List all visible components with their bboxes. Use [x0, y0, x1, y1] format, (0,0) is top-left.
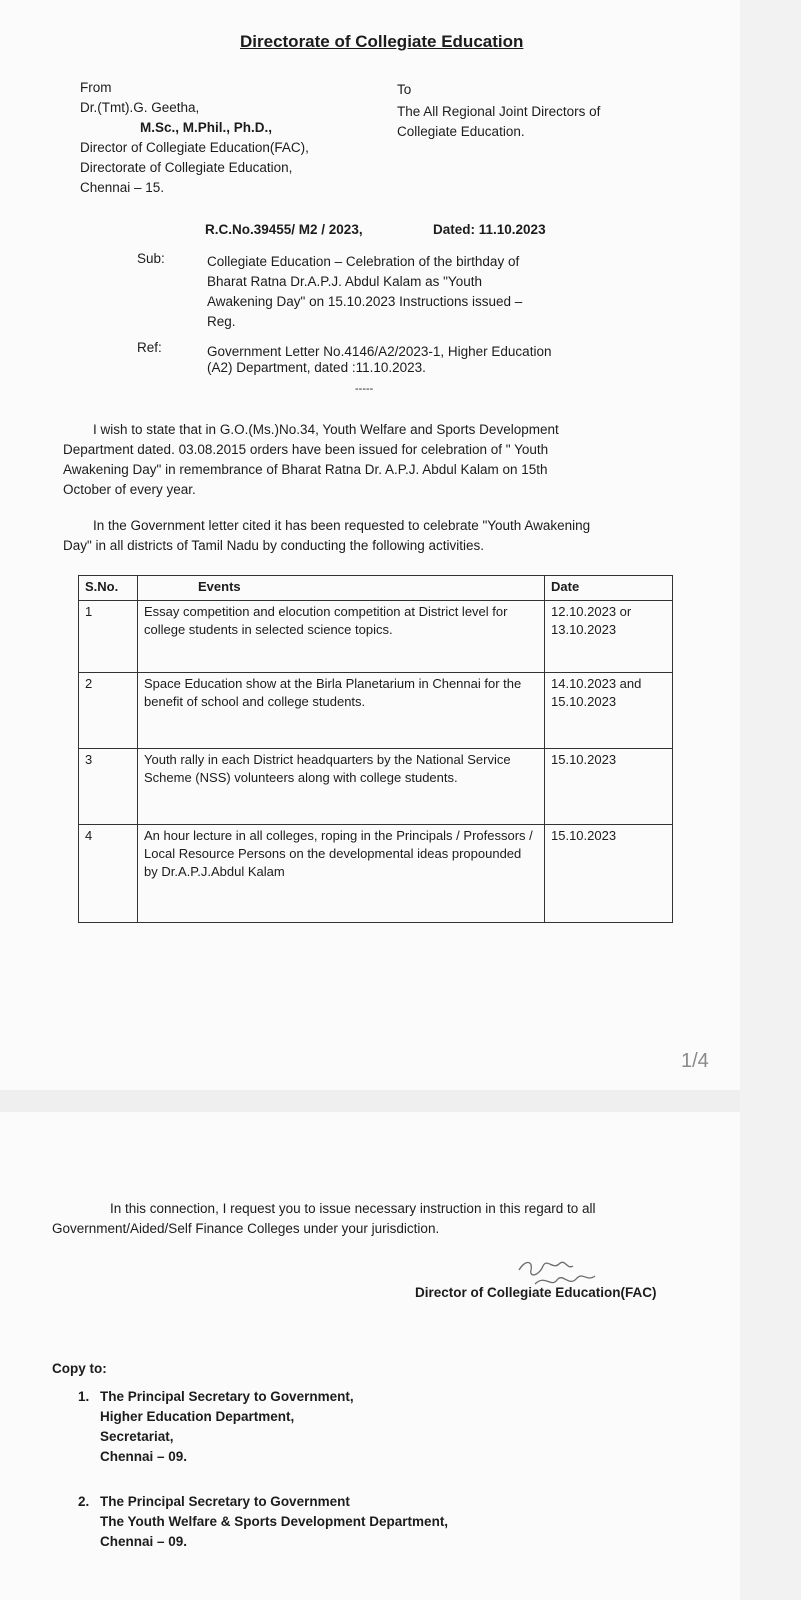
subject-line: Collegiate Education – Celebration of the birthday of	[207, 254, 520, 269]
table-row	[79, 601, 673, 673]
paragraph-line: Day" in all districts of Tamil Nadu by conducting the following activities.	[63, 538, 484, 553]
from-line: Dr.(Tmt).G. Geetha,	[80, 100, 200, 115]
event-cell: Essay competition and elocution competition at District level for college students in selected science topics.	[138, 601, 545, 673]
to-line: The All Regional Joint Directors of	[397, 104, 601, 119]
reference-line: (A2) Department, dated :11.10.2023.	[207, 360, 426, 375]
event-cell: An hour lecture in all colleges, roping in the Principals / Professors / Local Resource Persons on the developmental ideas propounded by Dr.A.P.J.Abdul Kalam	[138, 825, 545, 923]
separator: -----	[355, 383, 374, 395]
reference-line: Government Letter No.4146/A2/2023-1, Higher Education	[207, 344, 552, 359]
copy-to-number: 2.	[78, 1494, 90, 1509]
sno-cell: 4	[79, 825, 138, 923]
reference-label: Ref:	[137, 340, 162, 355]
letter-date: Dated: 11.10.2023	[433, 222, 546, 237]
copy-to-line: Chennai – 09.	[100, 1534, 188, 1549]
events-table	[78, 575, 673, 923]
date-cell: 15.10.2023	[545, 749, 673, 825]
date-cell: 12.10.2023 or 13.10.2023	[545, 601, 673, 673]
to-heading: To	[397, 82, 412, 97]
subject-label: Sub:	[137, 251, 165, 266]
sno-cell: 3	[79, 749, 138, 825]
subject-line: Bharat Ratna Dr.A.P.J. Abdul Kalam as "Youth	[207, 274, 482, 289]
paragraph-line: October of every year.	[63, 482, 196, 497]
column-header-sno: S.No.	[79, 576, 138, 601]
event-cell: Youth rally in each District headquarters by the National Service Scheme (NSS) volunteers along with college students.	[138, 749, 545, 825]
event-cell: Space Education show at the Birla Planetarium in Chennai for the benefit of school and college students.	[138, 673, 545, 749]
subject-line: Reg.	[207, 314, 236, 329]
reference-number: R.C.No.39455/ M2 / 2023,	[205, 222, 363, 237]
paragraph-line: Awakening Day" in remembrance of Bharat Ratna Dr. A.P.J. Abdul Kalam on 15th	[63, 462, 548, 477]
page-number: 1/4	[681, 1050, 709, 1072]
table-row	[79, 749, 673, 825]
paragraph-line: In the Government letter cited it has been requested to celebrate "Youth Awakening	[93, 518, 591, 533]
paragraph-line: Government/Aided/Self Finance Colleges under your jurisdiction.	[52, 1221, 440, 1236]
copy-to-line: Secretariat,	[100, 1429, 174, 1444]
from-line: Director of Collegiate Education(FAC),	[80, 140, 309, 155]
column-header-date: Date	[545, 576, 673, 601]
signatory-title: Director of Collegiate Education(FAC)	[415, 1285, 657, 1300]
date-cell: 15.10.2023	[545, 825, 673, 923]
right-margin-strip	[740, 0, 801, 1600]
copy-to-number: 1.	[78, 1389, 90, 1404]
copy-to-line: The Principal Secretary to Government,	[100, 1389, 354, 1404]
paragraph-line: In this connection, I request you to issue necessary instruction in this regard to all	[110, 1201, 596, 1216]
copy-to-line: Higher Education Department,	[100, 1409, 295, 1424]
copy-to-line: The Youth Welfare & Sports Development Department,	[100, 1514, 449, 1529]
sno-cell: 1	[79, 601, 138, 673]
to-line: Collegiate Education.	[397, 124, 525, 139]
paragraph-line: I wish to state that in G.O.(Ms.)No.34, Youth Welfare and Sports Development	[93, 422, 559, 437]
from-heading: From	[80, 80, 112, 95]
column-header-events: Events	[138, 576, 545, 601]
copy-to-line: Chennai – 09.	[100, 1449, 188, 1464]
from-line: Chennai – 15.	[80, 180, 165, 195]
date-cell: 14.10.2023 and 15.10.2023	[545, 673, 673, 749]
from-line: M.Sc., M.Phil., Ph.D.,	[140, 120, 273, 135]
table-header-row	[79, 576, 673, 601]
table-row	[79, 825, 673, 923]
copy-to-line: The Principal Secretary to Government	[100, 1494, 350, 1509]
paragraph-line: Department dated. 03.08.2015 orders have been issued for celebration of " Youth	[63, 442, 549, 457]
from-line: Directorate of Collegiate Education,	[80, 160, 293, 175]
letter-title: Directorate of Collegiate Education	[240, 32, 524, 51]
sno-cell: 2	[79, 673, 138, 749]
table-row	[79, 673, 673, 749]
copy-to-heading: Copy to:	[52, 1361, 107, 1376]
subject-line: Awakening Day" on 15.10.2023 Instructions issued –	[207, 294, 523, 309]
